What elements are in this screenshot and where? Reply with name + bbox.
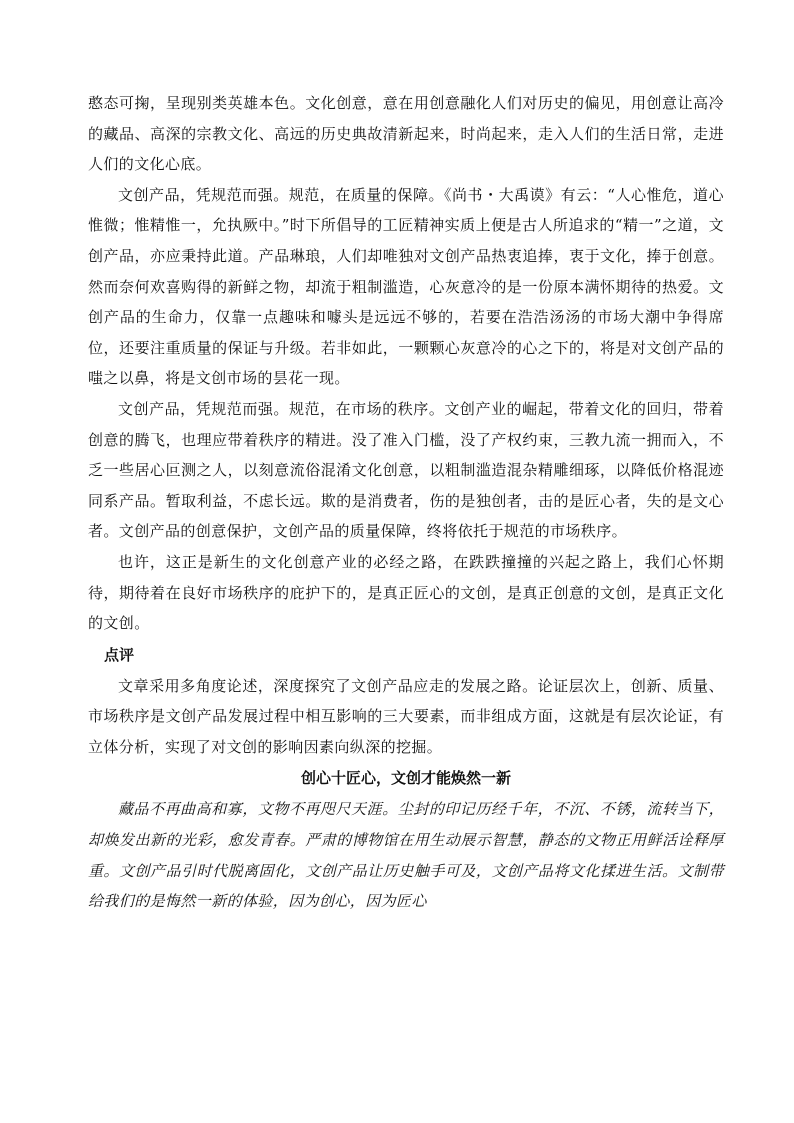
document-page [88, 88, 724, 917]
paragraph-quality: 文创产品，凭规范而强。规范，在质量的保障。《尚书・大禹谟》有云：“人心惟危，道心惟微；惟精惟一，允执厥中。”时下所倡导的工匠精神实质上便是古人所追求的“精一”之道，文创产品，亦应秉持此道。产品琳琅，人们却唯独对文创产品热衷追捧，衷于文化，捧于创意。然而奈何欢喜购得的新鲜之物，却流于粗制滥造，心灰意冷的是一份原本满怀期待的热爱。文创产品的生命力，仅靠一点趣味和噱头是远远不够的，若要在浩浩汤汤的市场大潮中争得席位，还要注重质量的保证与升级。若非如此，一颗颗心灰意冷的心之下的，将是对文创产品的嗤之以鼻，将是文创市场的昙花一现。 [88, 185, 724, 388]
paragraph-intro-continuation: 憨态可掬，呈现别类英雄本色。文化创意，意在用创意融化人们对历史的偏见，用创意让高冷的藏品、高深的宗教文化、高远的历史典故清新起来，时尚起来，走入人们的生活日常，走进人们的文化心底。 [88, 94, 724, 174]
essay-body: 藏品不再曲高和寡，文物不再咫尺天涯。尘封的印记历经千年，不沉、不锈，流转当下，却焕发出新的光彩，愈发青春。严肃的博物馆在用生动展示智慧，静态的文物正用鲜活诠释厚重。文创产品引时代脱离固化，文创产品让历史触手可及，文创产品将文化揉进生活。文制带给我们的是悔然一新的体验，因为创心，因为匠心 [88, 800, 724, 911]
review-heading: 点评 [104, 645, 135, 664]
essay-title: 创心十匠心，文创才能焕然一新 [300, 769, 511, 788]
review-text: 文章采用多角度论述，深度探究了文创产品应走的发展之路。论证层次上，创新、质量、市场秩序是文创产品发展过程中相互影响的三大要素，而非组成方面，这就是有层次论证，有立体分析，实现了对文创的影响因素向纵深的挖掘。 [88, 676, 724, 756]
paragraph-conclusion: 也许，这正是新生的文化创意产业的必经之路，在跌跌撞撞的兴起之路上，我们心怀期待，期待着在良好市场秩序的庇护下的，是真正匠心的文创，是真正创意的文创，是真正文化的文创。 [88, 552, 724, 633]
paragraph-market-order: 文创产品，凭规范而强。规范，在市场的秩序。文创产业的崛起，带着文化的回归，带着创意的腾飞，也理应带着秩序的精进。没了准入门槛，没了产权约束，三教九流一拥而入，不乏一些居心叵测之人，以刻意流俗混淆文化创意，以粗制滥造混杂精雕细琢，以降低价格混迹同系产品。暂取利益，不虑长远。欺的是消费者，伤的是独创者，击的是匠心者，失的是文心者。文创产品的创意保护，文创产品的质量保障，终将依托于规范的市场秩序。 [88, 399, 724, 541]
